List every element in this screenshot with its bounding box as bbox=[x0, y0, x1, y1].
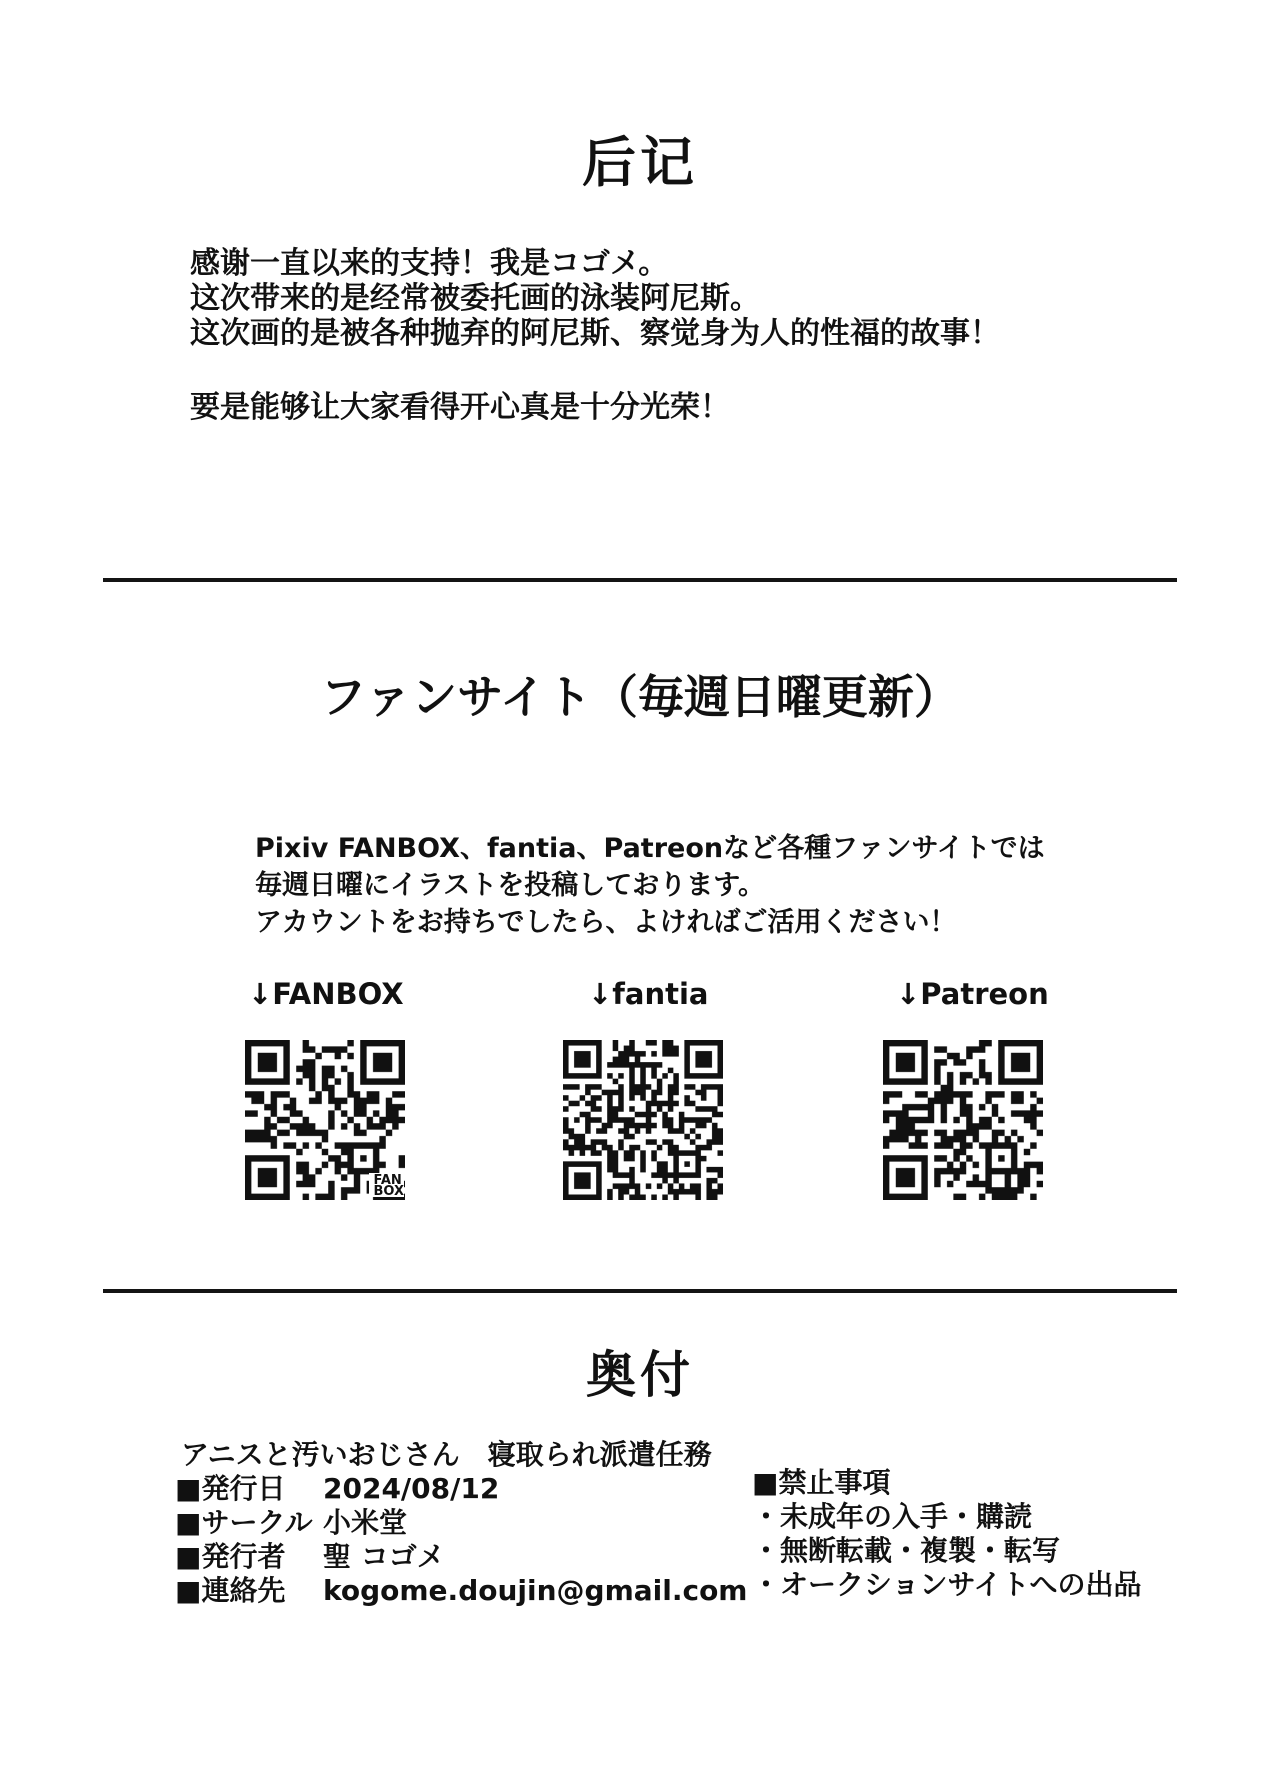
fanbox-qr-label: ↓FANBOX bbox=[248, 977, 404, 1011]
fansite-line-1: Pixiv FANBOX、fantia、Patreonなど各種ファンサイトでは bbox=[255, 833, 1045, 864]
fansite-body bbox=[255, 830, 1045, 941]
fansite-line-2: 毎週日曜にイラストを投稿しております。 bbox=[255, 870, 766, 901]
fantia-qr-code bbox=[563, 1040, 723, 1200]
patreon-qr-code bbox=[883, 1040, 1043, 1200]
prohibition-item-3: ・オークションサイトへの出品 bbox=[752, 1568, 1142, 1601]
colophon-details bbox=[175, 1438, 747, 1608]
afterword-body bbox=[190, 246, 1000, 351]
afterword-closing: 要是能够让大家看得开心真是十分光荣！ bbox=[190, 390, 730, 425]
section-divider-bottom bbox=[103, 1289, 1177, 1293]
field-value-circle: 小米堂 bbox=[323, 1506, 408, 1539]
afterword-line-1: 感谢一直以来的支持！我是コゴメ。 bbox=[190, 246, 669, 281]
fansite-line-3: アカウントをお持ちでしたら、よければご活用ください！ bbox=[255, 907, 957, 938]
field-value-contact-email: kogome.doujin@gmail.com bbox=[323, 1574, 748, 1607]
field-label-circle: ■サークル bbox=[175, 1506, 313, 1539]
colophon-field-row bbox=[175, 1574, 747, 1608]
fanbox-logo bbox=[369, 1173, 404, 1197]
afterword-title: 后记 bbox=[582, 131, 698, 194]
patreon-qr-label: ↓Patreon bbox=[896, 977, 1049, 1011]
fanbox-logo-line-1: FAN bbox=[373, 1173, 402, 1188]
fantia-qr-label: ↓fantia bbox=[588, 977, 709, 1011]
afterword-line-3: 这次画的是被各种抛弃的阿尼斯、察觉身为人的性福的故事！ bbox=[190, 316, 1000, 351]
afterword-line-2: 这次带来的是经常被委托画的泳装阿尼斯。 bbox=[190, 281, 760, 316]
prohibition-item-2: ・無断転載・複製・転写 bbox=[752, 1534, 1061, 1567]
fansite-title: ファンサイト（毎週日曜更新） bbox=[320, 670, 960, 724]
field-value-publish-date: 2024/08/12 bbox=[323, 1472, 500, 1505]
colophon-field-row bbox=[175, 1540, 747, 1574]
prohibition-item-1: ・未成年の入手・購読 bbox=[752, 1500, 1033, 1533]
colophon-field-row bbox=[175, 1506, 747, 1540]
field-value-publisher: 聖 コゴメ bbox=[323, 1540, 445, 1573]
colophon-title: 奥付 bbox=[586, 1346, 694, 1404]
fantia-qr-canvas bbox=[563, 1040, 723, 1200]
colophon-field-row bbox=[175, 1472, 747, 1506]
fanbox-logo-line-2: BOX bbox=[373, 1184, 404, 1199]
field-label-contact: ■連絡先 bbox=[175, 1574, 286, 1607]
prohibitions-heading: ■禁止事項 bbox=[752, 1466, 891, 1499]
patreon-qr-canvas bbox=[883, 1040, 1043, 1200]
prohibitions-list bbox=[752, 1466, 1141, 1602]
section-divider-top bbox=[103, 578, 1177, 582]
field-label-publish-date: ■発行日 bbox=[175, 1472, 286, 1505]
field-label-publisher: ■発行者 bbox=[175, 1540, 286, 1573]
fanbox-qr-code bbox=[245, 1040, 405, 1200]
work-title: アニスと汚いおじさん 寝取られ派遣任務 bbox=[181, 1438, 712, 1471]
